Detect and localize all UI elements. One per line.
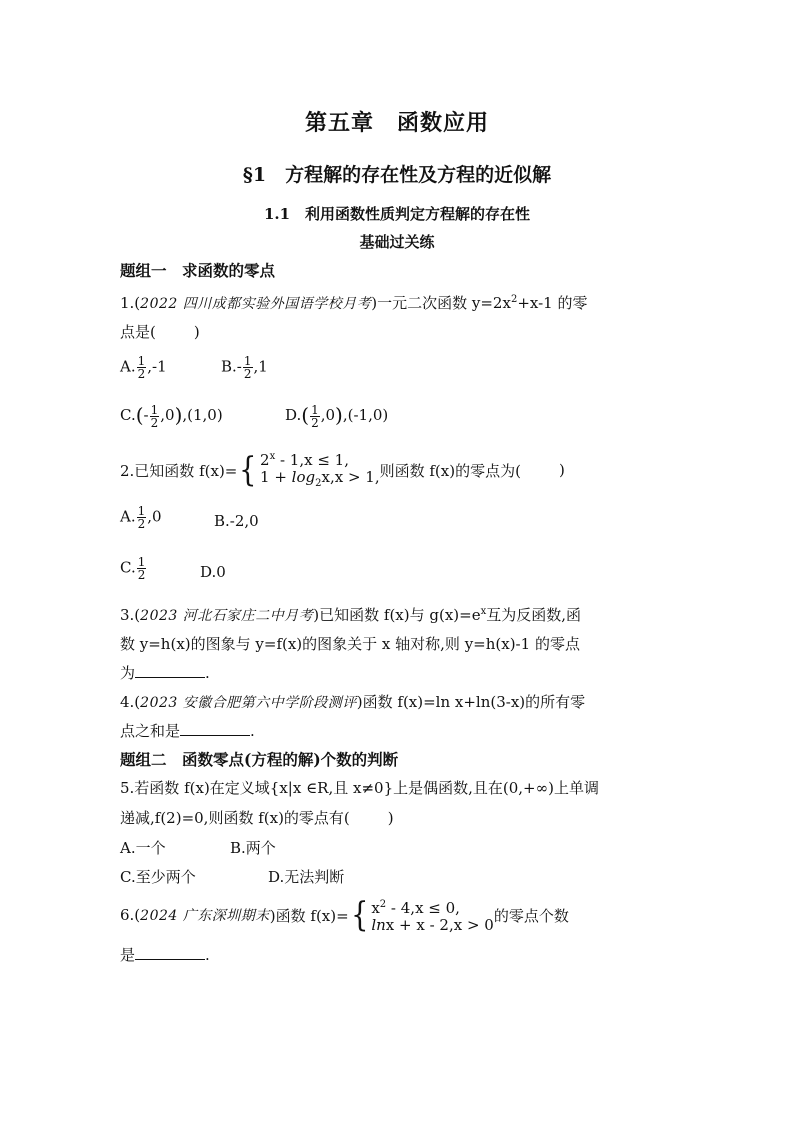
q2-a-label: A. [120,507,136,526]
q3-source: 2023 河北石家庄二中月考 [140,608,314,624]
q5-option-c[interactable]: C.至少两个 [120,868,196,886]
q2-c-fraction [137,556,147,581]
section-title: §1 方程解的存在性及方程的近似解 [242,164,552,186]
q1-line1 [120,292,587,313]
q4-prefix: 4.( [120,693,141,711]
q6-stem-b: 的零点个数 [493,906,569,925]
q1-c-num: 1 [150,402,159,417]
q1-c-rest: ,(1,0) [182,406,223,424]
q3-line3 [120,662,210,683]
q5-line1: 5.若函数 f(x)在定义域{x|x ∈R,且 x≠0}上是偶函数,且在(0,+∞)上单调 [120,779,599,797]
q1-d-rest: ,(-1,0) [342,406,389,424]
q1-option-d[interactable] [285,403,388,429]
q6-prefix: 6.( [120,906,141,924]
q1-d-label: D. [285,406,302,424]
q1-d-mid: ,0 [320,406,336,424]
q4-answer-blank[interactable] [180,721,250,736]
group2-title: 题组二 函数零点(方程的解)个数的判断 [120,750,399,769]
q3-stem-a: )已知函数 f(x)与 g(x)=e [313,606,481,624]
q6-line2-end: . [205,946,210,964]
q6-case2: lnx + x - 2,x > 0 [371,916,494,934]
q1-a-num: 1 [137,354,146,368]
q3-line2: 数 y=h(x)的图象与 y=f(x)的图象关于 x 轴对称,则 y=h(x)-1 的零点 [120,635,580,653]
q6-line1 [120,896,569,934]
q6-answer-blank[interactable] [135,945,205,960]
q1-d-fraction [310,404,320,429]
q6-stem-a: )函数 f(x)= [269,906,349,925]
q2-stem-b: 则函数 f(x)的零点为( [379,461,521,480]
q5-line2-close: ) [387,809,394,827]
q1-b-fraction [243,355,253,380]
q1-b-num: 1 [243,354,252,368]
q5-option-a[interactable]: A.一个 [120,839,166,857]
q1-stem-line2: 点是( [120,323,156,341]
q2-line1 [120,448,565,492]
q1-a-fraction [137,355,147,380]
q2-a-fraction [137,505,147,530]
q2-option-d[interactable]: D.0 [200,563,226,581]
q5-line2-text: 递减,f(2)=0,则函数 f(x)的零点有( [120,809,350,827]
q1-c-open: ( [135,403,144,427]
q1-option-c[interactable] [120,403,223,429]
q3-line1 [120,604,581,625]
q2-brace: { [239,450,257,490]
q3-stem-exp: x [480,606,487,617]
q3-stem-b: 互为反函数,函 [486,606,582,624]
q6-brace: { [350,895,369,935]
q3-line3-end: . [205,664,210,682]
q5-line2 [120,807,394,828]
q2-c-label: C. [120,558,136,577]
q1-b-label: B.- [221,357,242,376]
q1-c-fraction [150,404,160,429]
q2-option-b[interactable]: B.-2,0 [214,512,259,530]
q2-stem-close: ) [558,461,565,479]
q3-answer-blank[interactable] [135,663,205,678]
group1-title: 题组一 求函数的零点 [120,261,276,280]
q1-option-a[interactable] [120,355,167,380]
q1-c-neg: - [143,406,149,424]
q1-option-b[interactable] [221,355,268,380]
q1-a-den: 2 [137,367,146,381]
q2-a-den: 2 [137,517,146,531]
q1-stem-close: ) [193,323,200,341]
q4-line2 [120,720,255,741]
q1-c-label: C. [120,406,136,424]
subsection-title: 1.1 利用函数性质判定方程解的存在性 [263,205,531,223]
q6-source: 2024 广东深圳期末 [140,908,270,924]
q1-prefix: 1.( [120,294,141,312]
q4-stem-a: )函数 f(x)=ln x+ln(3-x)的所有零 [356,693,586,711]
q1-c-close: ) [174,403,183,427]
q3-prefix: 3.( [120,606,141,624]
q5-option-d[interactable]: D.无法判断 [268,868,345,886]
q1-source: 2022 四川成都实验外国语学校月考 [140,296,372,312]
q4-line1 [120,691,585,712]
q1-stem-a: )一元二次函数 y=2x [371,294,511,312]
q4-line2-text: 点之和是 [120,722,181,740]
q2-c-den: 2 [137,568,146,582]
q1-d-close: ) [335,403,343,427]
q1-d-open: ( [301,403,310,427]
basic-practice-title: 基础过关练 [359,233,435,251]
q2-cases [260,448,380,492]
q6-cases [371,896,494,934]
q3-line3-text: 为 [120,664,136,682]
q6-line2-text: 是 [120,946,136,964]
q1-c-mid: ,0 [160,406,175,424]
q1-c-den: 2 [150,415,159,430]
q1-line2 [120,321,200,342]
q1-d-num: 1 [311,402,319,417]
q5-option-b[interactable]: B.两个 [230,839,276,857]
q2-c-num: 1 [137,555,146,569]
q1-a-label: A. [120,357,136,376]
q2-case2: $1 + \log_2x,x > 1$, [260,468,380,489]
q2-stem-a: 2.已知函数 f(x)= [120,461,238,480]
q2-case1: 2$^x$ - 1,x ≤ 1, [260,451,349,469]
q1-stem-exp: 2 [510,294,518,305]
q2-a-num: 1 [137,504,146,518]
chapter-title: 第五章 函数应用 [304,110,489,136]
q2-a-rest: ,0 [147,507,162,526]
q1-b-rest: ,1 [253,357,268,376]
q2-option-a[interactable] [120,505,162,530]
q2-option-c[interactable] [120,556,147,581]
q1-d-den: 2 [311,415,319,430]
q4-line2-end: . [250,722,255,740]
q1-stem-b: +x-1 的零 [517,294,588,312]
q1-a-rest: ,-1 [147,357,167,376]
q6-line2 [120,944,210,965]
q1-b-den: 2 [243,367,252,381]
q4-source: 2023 安徽合肥第六中学阶段测评 [140,695,357,711]
q6-case1: $x^2 - 4,x \le 0$, [371,899,460,917]
